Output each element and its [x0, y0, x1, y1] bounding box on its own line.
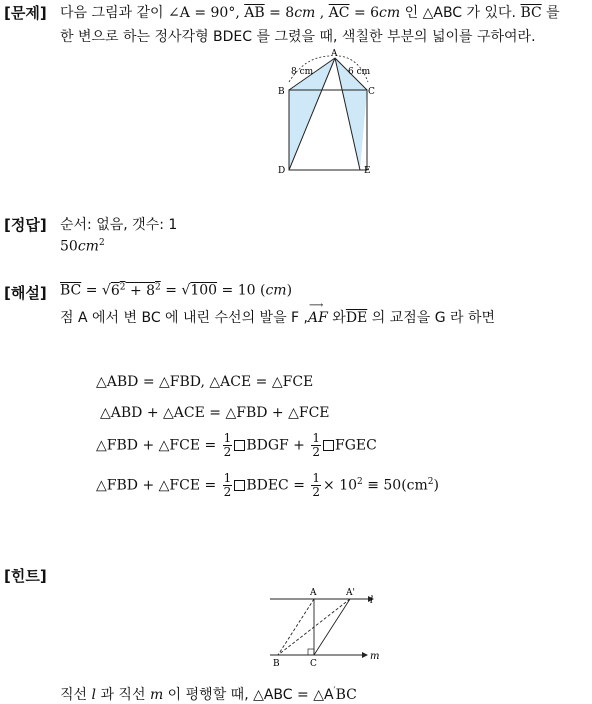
hint-prime: ′ [333, 686, 336, 697]
ac-unit: cm [379, 5, 401, 21]
ac-value: = 6 [353, 5, 380, 21]
ab-unit: cm [294, 5, 316, 21]
label-e: E [364, 166, 371, 176]
label-a: A [310, 588, 317, 598]
label-d: D [278, 166, 286, 176]
hint-tag: [힌트] [4, 567, 47, 585]
exponent-a: 2 [119, 282, 126, 292]
fraction-denominator: 2 [312, 445, 320, 459]
problem-text-particle: 를 [546, 5, 560, 21]
problem-line-1 [60, 2, 560, 22]
label-6cm: 6 cm [348, 67, 371, 77]
label-m: m [370, 651, 380, 662]
segment-ab: $\overline{AB}$ [244, 5, 265, 21]
segment-bc: $\overline{BC}$ [60, 282, 82, 299]
fraction-numerator: 1 [312, 431, 320, 445]
equals-sign: = [85, 282, 98, 299]
eq6-exponent: 2 [357, 476, 363, 487]
fraction-half [311, 472, 321, 499]
label-a: A [331, 49, 338, 59]
eq6-unit-exponent: 2 [427, 476, 434, 487]
eq6-bdec: BDEC = [246, 477, 305, 494]
right-angle-mark [308, 649, 314, 655]
label-a-prime: A' [346, 588, 355, 598]
answer-order-count: 순서: 없음, 갯수: 1 [60, 217, 178, 233]
problem-text-intro: 다음 그림과 같이 [60, 5, 164, 21]
line-m-label: m [149, 687, 164, 703]
segment-de: $\overline{DE}$ [345, 310, 368, 326]
hint-text-c: 이 평행할 때, △ABC = △A [167, 687, 334, 703]
solution-eq-5 [96, 432, 377, 459]
eq6-result: ≡ 50(cm [362, 477, 428, 494]
label-l: l [370, 595, 374, 606]
eq5-fgec: FGEC [335, 437, 377, 454]
fraction-denominator: 2 [312, 485, 321, 499]
close-paren: ) [286, 282, 293, 299]
fraction-denominator: 2 [223, 485, 232, 499]
eq6-times-ten: × 10 [323, 477, 358, 494]
solution-line-2 [60, 300, 496, 327]
hint-text-b: 과 직선 [100, 687, 146, 703]
eq5-left: △FBD + △FCE = [96, 437, 217, 454]
label-8cm: 8 cm [291, 67, 314, 77]
problem-text-triangle: 인 △ABC 가 있다. [404, 5, 516, 21]
eq6-left: △FBD + △FCE = [96, 477, 217, 494]
radicand-plus-eight: + 8 [129, 282, 156, 299]
line-l-label: l [91, 687, 96, 703]
solution-eq-3: △ABD = △FBD, △ACE = △FCE [96, 374, 314, 390]
solution-eq-bc [60, 282, 292, 299]
fraction-half [223, 472, 233, 499]
solution-text-intersection: 의 교점을 G 라 하면 [371, 310, 496, 326]
label-c: C [368, 87, 375, 97]
square-symbol [234, 440, 245, 451]
solution-text-and: 와 [332, 310, 346, 326]
angle-a-expression: ∠A = 90° [168, 5, 236, 21]
square-symbol [234, 480, 245, 491]
segment-a2c [314, 599, 350, 655]
sqrt-expression-a: $√6^2 + 8^2$ [101, 282, 161, 299]
answer-exponent: 2 [98, 238, 105, 248]
label-b: B [278, 87, 285, 97]
eq5-bdgf: BDGF + [246, 437, 305, 454]
problem-tag: [문제] [4, 4, 47, 22]
exponent-b: 2 [155, 282, 161, 292]
line-m-arrow [362, 652, 368, 658]
hint-line [60, 684, 357, 704]
hint-text-d: BC [335, 687, 357, 703]
fraction-numerator: 1 [312, 471, 321, 485]
answer-unit: cm [77, 238, 99, 255]
answer-tag: [정답] [4, 216, 47, 234]
fraction-numerator: 1 [223, 431, 232, 445]
label-b: B [273, 659, 280, 669]
problem-line-2: 한 변으로 하는 정사각형 BDEC 를 그렸을 때, 색칠한 부분의 넓이를 구하여라. [60, 29, 536, 45]
fraction-half [223, 432, 233, 459]
bc-value: = 10 ( [221, 282, 266, 299]
segment-bc: $\overline{BC}$ [520, 5, 542, 21]
hint-text-a: 직선 [60, 687, 88, 703]
solution-text-perpendicular: 점 A 에서 변 BC 에 내린 수선의 발을 F , [60, 310, 309, 326]
sqrt-expression-b: √100 [181, 282, 218, 299]
comma: , [235, 5, 240, 21]
label-c: C [310, 659, 317, 669]
radicand-six: 6 [110, 282, 120, 299]
problem-figure [275, 48, 375, 178]
bc-unit: cm [265, 282, 287, 299]
solution-eq-6 [96, 472, 439, 499]
answer-number: 50 [60, 238, 78, 255]
vector-af-label: AF [308, 310, 328, 326]
fraction-numerator: 1 [223, 471, 232, 485]
solution-tag: [해설] [4, 284, 47, 302]
radicand-hundred: 100 [190, 282, 218, 299]
fraction-denominator: 2 [223, 445, 232, 459]
segment-ac: $\overline{AC}$ [328, 5, 350, 21]
eq6-close: ) [433, 477, 439, 494]
solution-eq-4: △ABD + △ACE = △FBD + △FCE [100, 405, 330, 421]
comma: , [319, 5, 325, 21]
answer-value [60, 238, 105, 255]
ab-value: = 8 [269, 5, 295, 21]
hint-figure [266, 585, 386, 670]
equals-sign: = [165, 282, 177, 299]
square-symbol [323, 440, 334, 451]
fraction-half [311, 432, 321, 459]
vector-af: ⟶ AF [308, 300, 328, 326]
segment-ab [278, 599, 314, 655]
